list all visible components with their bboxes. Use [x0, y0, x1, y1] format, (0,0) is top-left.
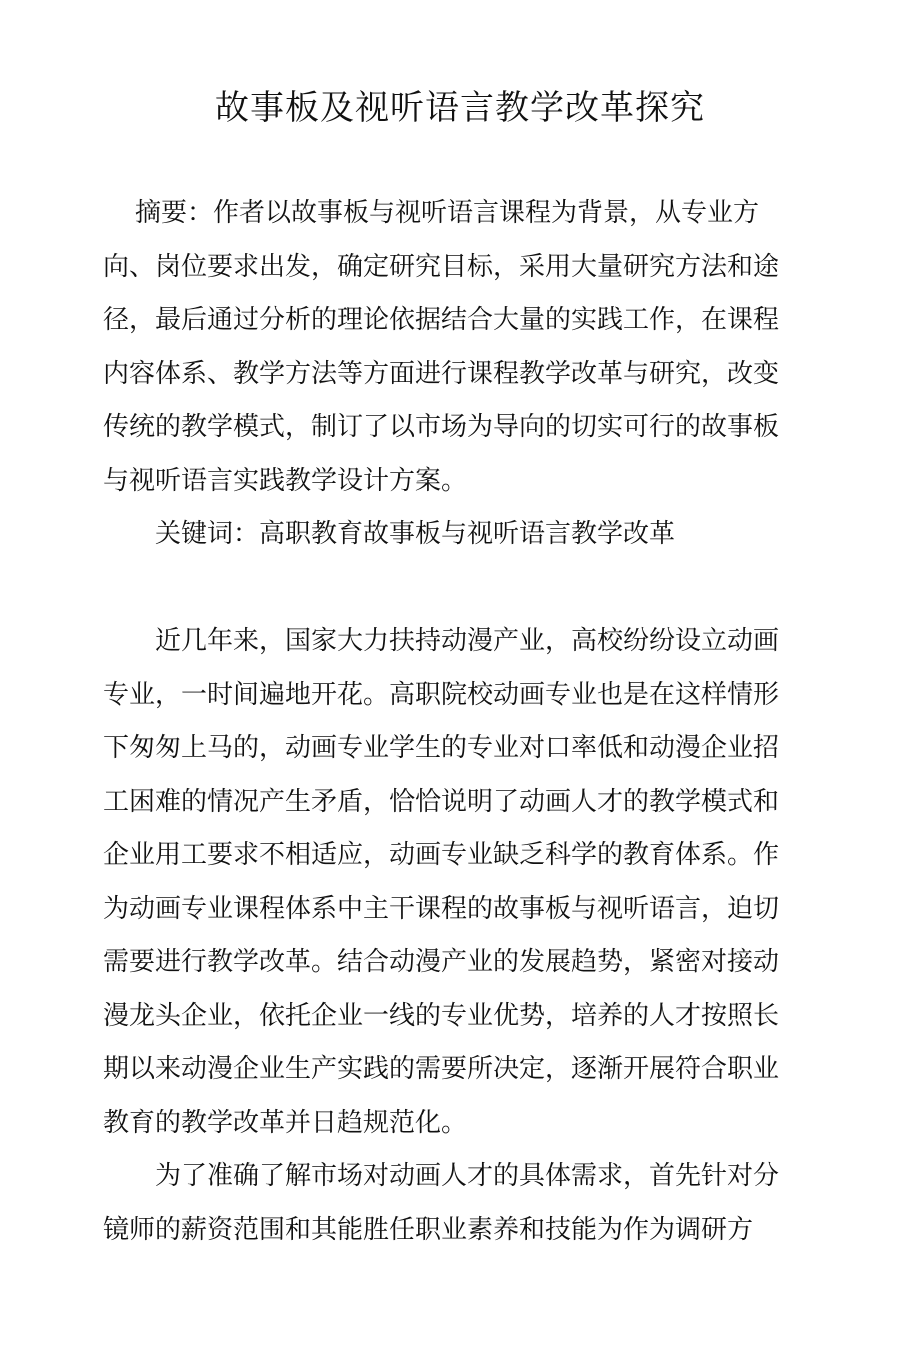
paragraph-line: 漫龙头企业，依托企业一线的专业优势，培养的人才按照长 — [103, 1000, 780, 1031]
abstract-line: 摘要：作者以故事板与视听语言课程为背景，从专业方 — [135, 198, 760, 228]
body-paragraph — [103, 615, 783, 1150]
body-paragraph — [103, 1150, 783, 1257]
paragraph-line: 下匆匆上马的，动画专业学生的专业对口率低和动漫企业招 — [103, 733, 780, 763]
abstract-line: 向、岗位要求出发，确定研究目标，采用大量研究方法和途 — [103, 251, 780, 282]
keywords-section — [103, 508, 783, 562]
paragraph-line: 工困难的情况产生矛盾，恰恰说明了动画人才的教学模式和 — [103, 786, 780, 817]
abstract-line: 内容体系、教学方法等方面进行课程教学改革与研究，改变 — [103, 358, 780, 389]
paragraph-line: 为动画专业课程体系中主干课程的故事板与视听语言，迫切 — [103, 893, 780, 924]
paragraph-line: 专业，一时间遍地开花。高职院校动画专业也是在这样情形 — [103, 679, 780, 710]
paragraph-line: 需要进行教学改革。结合动漫产业的发展趋势，紧密对接动 — [103, 947, 780, 977]
keywords-line: 关键词：高职教育故事板与视听语言教学改革 — [155, 519, 676, 549]
document-title: 故事板及视听语言教学改革探究 — [215, 88, 705, 128]
paragraph-line: 近几年来，国家大力扶持动漫产业，高校纷纷设立动画 — [155, 626, 780, 656]
abstract-line: 径，最后通过分析的理论依据结合大量的实践工作，在课程 — [103, 305, 780, 335]
paragraph-line: 期以来动漫企业生产实践的需要所决定，逐渐开展符合职业 — [103, 1054, 780, 1084]
abstract-line: 传统的教学模式，制订了以市场为导向的切实可行的故事板 — [103, 412, 780, 442]
paragraph-line: 教育的教学改革并日趋规范化。 — [103, 1107, 468, 1138]
abstract-section — [103, 187, 783, 508]
abstract-line: 与视听语言实践教学设计方案。 — [103, 465, 468, 496]
paragraph-line: 镜师的薪资范围和其能胜任职业素养和技能为作为调研方 — [103, 1214, 754, 1245]
paragraph-line: 企业用工要求不相适应，动画专业缺乏科学的教育体系。作 — [103, 840, 780, 870]
paragraph-line: 为了准确了解市场对动画人才的具体需求，首先针对分 — [155, 1161, 780, 1191]
